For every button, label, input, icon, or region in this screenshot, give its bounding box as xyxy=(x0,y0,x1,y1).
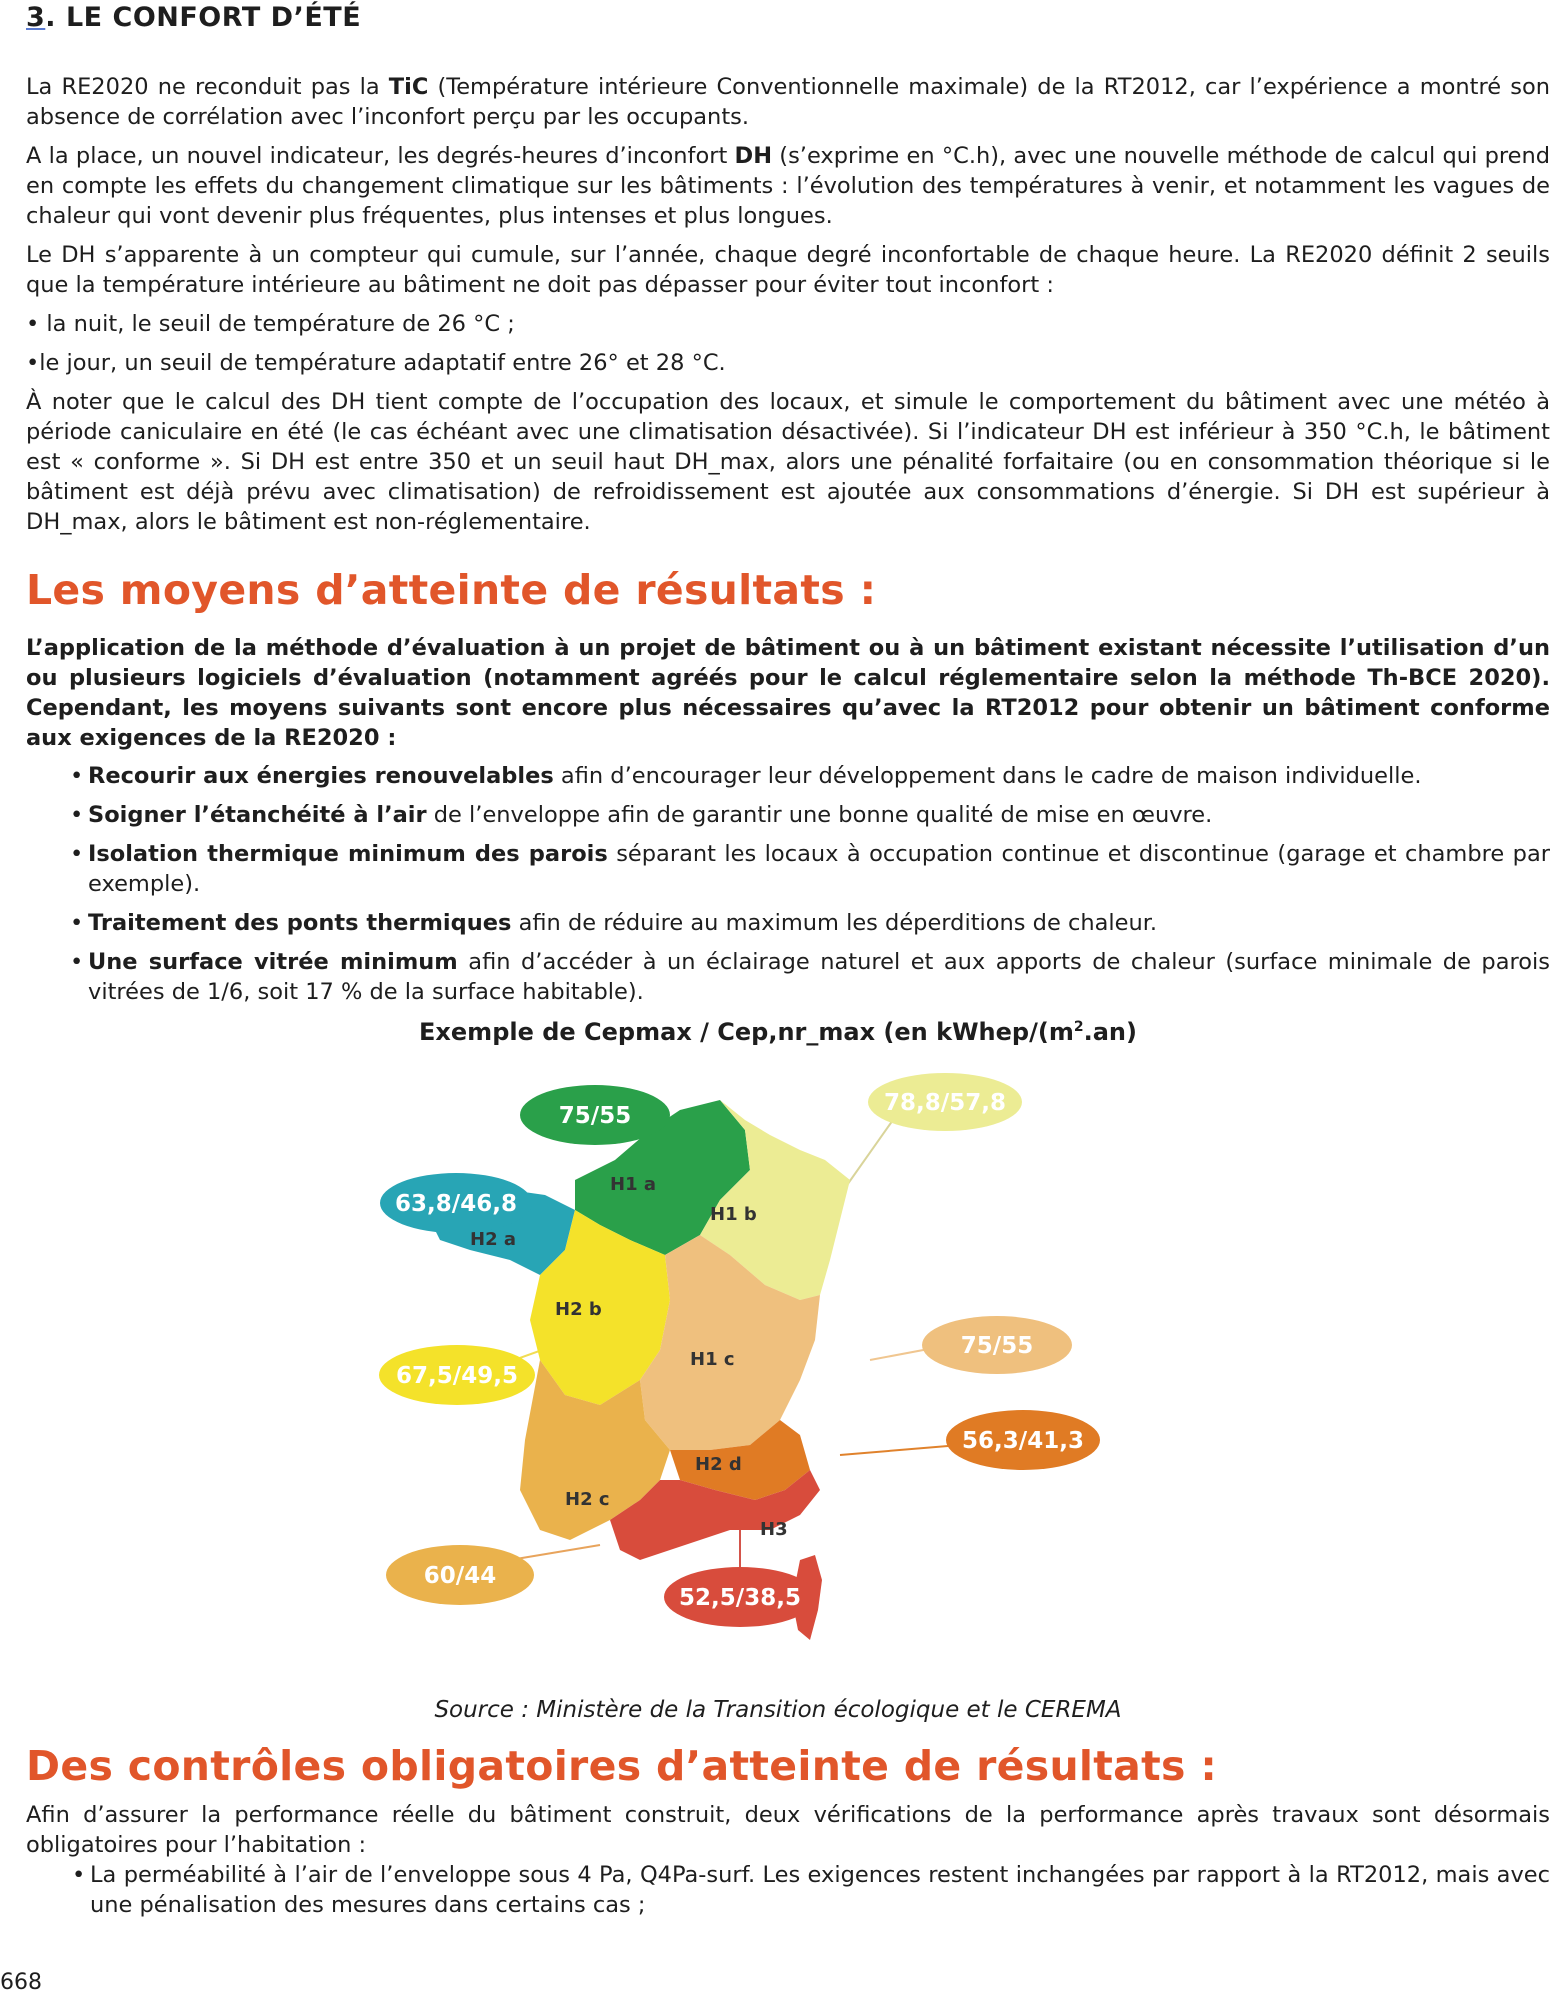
paragraph-dh xyxy=(26,141,1550,231)
zone-label-h2c: H2 c xyxy=(565,1489,610,1510)
item-text: afin d’encourager leur développement dans le cadre de maison individuelle. xyxy=(553,763,1422,789)
list-item xyxy=(88,761,1550,791)
callout-value-h2c: 60/44 xyxy=(423,1563,497,1589)
zone-label-h1a: H1 a xyxy=(610,1174,657,1195)
list-item: • La perméabilité à l’air de l’enveloppe sous 4 Pa, Q4Pa-surf. Les exigences restent inchangées par rapport à la RT2012, mais avec une pénalisation des mesures dans certains cas ; xyxy=(90,1860,1550,1920)
figure-title xyxy=(0,1018,1556,1046)
item-bold: Soigner l’étanchéité à l’air xyxy=(88,802,427,828)
callout-value-h2a: 63,8/46,8 xyxy=(395,1191,517,1217)
controles-intro: Afin d’assurer la performance réelle du bâtiment construit, deux vérifications de la performance après travaux sont désormais obligatoires pour l’habitation : xyxy=(26,1802,1550,1858)
callout-line-h2c xyxy=(510,1545,600,1560)
list-item xyxy=(88,947,1550,1007)
text-run: A la place, un nouvel indicateur, les degrés-heures d’inconfort xyxy=(26,143,735,169)
text-run: La RE2020 ne reconduit pas la xyxy=(26,74,389,100)
paragraph-tic xyxy=(26,72,1550,132)
dh-term: DH xyxy=(734,143,773,169)
item-bold: Une surface vitrée minimum xyxy=(88,949,458,975)
callout-value-h1c: 75/55 xyxy=(960,1333,1034,1359)
zone-label-h2a: H2 a xyxy=(470,1229,517,1250)
list-item xyxy=(88,839,1550,899)
text-run: (Température intérieure Conventionnelle maximale) de la RT2012, car l’expérience a montré son absence de corrélation avec l’inconfort perçu par les occupants. xyxy=(26,74,1550,130)
paragraph-seuils: Le DH s’apparente à un compteur qui cumule, sur l’année, chaque degré inconfortable de chaque heure. La RE2020 définit 2 seuils que la température intérieure au bâtiment ne doit pas dépasser pour éviter tout inconfort : xyxy=(26,242,1550,298)
callout-value-h1b: 78,8/57,8 xyxy=(884,1090,1006,1116)
controles-text-block xyxy=(26,1800,1550,1929)
moyens-intro: L’application de la méthode d’évaluation à un projet de bâtiment ou à un bâtiment existant nécessite l’utilisation d’un ou plusieurs logiciels d’évaluation (notamment agréés pour le calcul réglementaire selon la méthode Th-BCE 2020). Cependant, les moyens suivants sont encore plus nécessaires qu’avec la RT2012 pour obtenir un bâtiment conforme aux exigences de la RE2020 : xyxy=(26,635,1550,751)
callout-value-h1a: 75/55 xyxy=(558,1103,632,1129)
zone-label-h2b: H2 b xyxy=(555,1299,602,1320)
france-climate-zone-map xyxy=(370,1060,1210,1700)
list-item xyxy=(88,800,1550,830)
item-text: séparant les locaux à occupation continue et discontinue (garage et chambre par exemple). xyxy=(88,841,1550,897)
item-bold: Recourir aux énergies renouvelables xyxy=(88,763,554,789)
zone-label-h2d: H2 d xyxy=(695,1454,742,1475)
callout-line-h2d xyxy=(840,1445,960,1455)
bullet-nuit: • la nuit, le seuil de température de 26 °C ; xyxy=(26,311,515,337)
item-bold: Isolation thermique minimum des parois xyxy=(88,841,608,867)
callout-value-h2b: 67,5/49,5 xyxy=(396,1363,518,1389)
text-run: (s’exprime en °C.h), avec une nouvelle méthode de calcul qui prend en compte les effets du changement climatique sur les bâtiments : l’évolution des températures à venir, et notamment les vagues de chaleur qui vont devenir plus fréquentes, plus intenses et plus longues. xyxy=(26,143,1550,229)
callout-value-h2d: 56,3/41,3 xyxy=(962,1428,1084,1454)
section-number: 3 xyxy=(26,2,46,33)
figure-source: Source : Ministère de la Transition écologique et le CEREMA xyxy=(434,1697,1122,1723)
bullet-jour: •le jour, un seuil de température adaptatif entre 26° et 28 °C. xyxy=(26,350,726,376)
controles-list xyxy=(26,1860,1550,1920)
figure-title-superscript: 2 xyxy=(1073,1019,1084,1035)
zone-label-h1b: H1 b xyxy=(710,1204,757,1225)
zone-label-h1c: H1 c xyxy=(690,1349,735,1370)
paragraph-calcul-dh: À noter que le calcul des DH tient compte de l’occupation des locaux, et simule le comportement du bâtiment avec une météo à période caniculaire en été (le cas échéant avec une climatisation désactivée). Si l’indicateur DH est inférieur à 350 °C.h, le bâtiment est « conforme ». Si DH est entre 350 et un seuil haut DH_max, alors une pénalité forfaitaire (ou en consommation théorique si le bâtiment est déjà prévu avec climatisation) de refroidissement est ajoutée aux consommations d’énergie. Si DH est supérieur à DH_max, alors le bâtiment est non-réglementaire. xyxy=(26,389,1550,535)
heading-moyens: Les moyens d’atteinte de résultats : xyxy=(26,566,877,614)
item-text: de l’enveloppe afin de garantir une bonne qualité de mise en œuvre. xyxy=(426,802,1213,828)
section-title: . LE CONFORT D’ÉTÉ xyxy=(45,2,362,33)
moyens-text-block xyxy=(26,633,1550,1016)
moyens-list xyxy=(26,761,1550,1007)
figure-title-text: .an) xyxy=(1083,1018,1137,1046)
tic-term: TiC xyxy=(388,74,429,100)
zone-label-h3: H3 xyxy=(760,1519,788,1540)
page-number: 668 xyxy=(0,1970,42,1995)
confort-text-block xyxy=(26,72,1550,546)
list-item xyxy=(88,908,1550,938)
item-text: afin de réduire au maximum les déperditions de chaleur. xyxy=(511,910,1158,936)
item-text: afin d’accéder à un éclairage naturel et aux apports de chaleur (surface minimale de parois vitrées de 1/6, soit 17 % de la surface habitable). xyxy=(88,949,1551,1005)
figure-title-text: Exemple de Cepmax / Cep,nr_max (en kWhep/(m xyxy=(419,1018,1074,1046)
section-heading xyxy=(26,2,361,33)
heading-controles: Des contrôles obligatoires d’atteinte de résultats : xyxy=(26,1742,1218,1790)
callout-value-h3: 52,5/38,5 xyxy=(679,1585,801,1611)
item-bold: Traitement des ponts thermiques xyxy=(88,910,512,936)
